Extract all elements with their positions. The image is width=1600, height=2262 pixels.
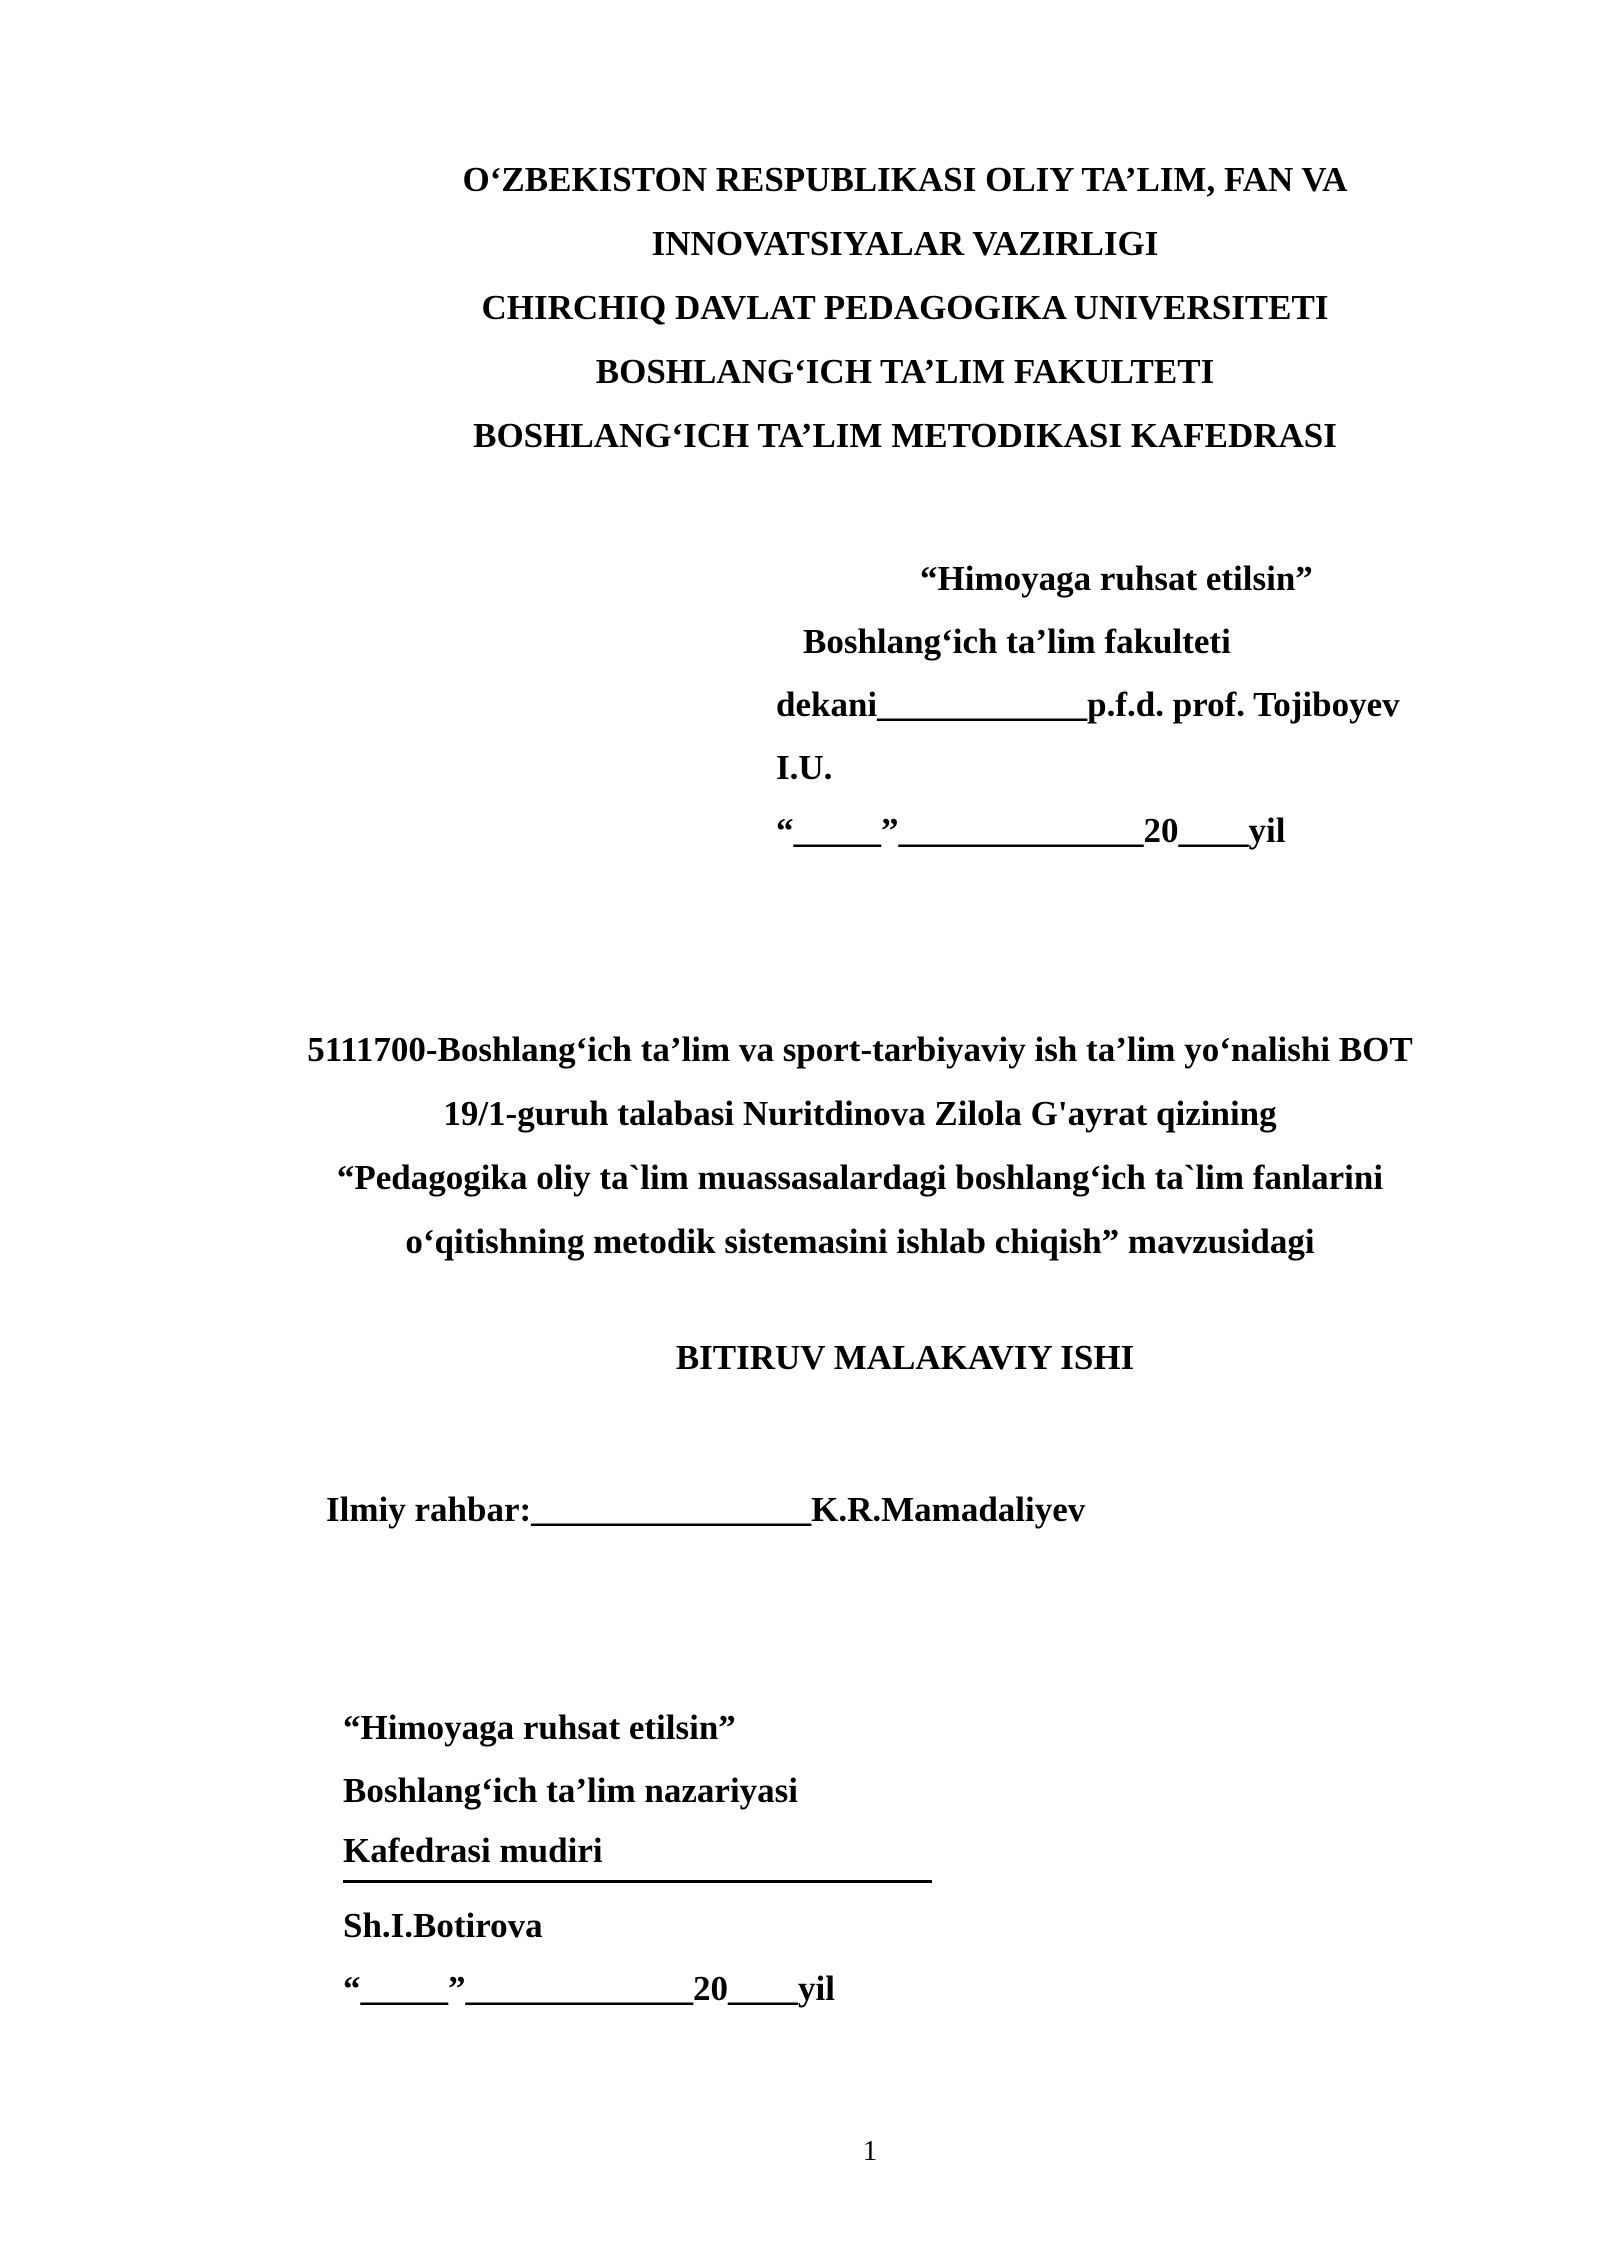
header-line-ministry-1: O‘ZBEKISTON RESPUBLIKASI OLIY TA’LIM, FAN VA <box>462 160 1348 199</box>
approval-bottom-department: Boshlang‘ich ta’lim nazariyasi <box>343 1771 799 1810</box>
supervisor-signature-blank: ________________ <box>531 1490 812 1529</box>
header-line-department: BOSHLANG‘ICH TA’LIM METODIKASI KAFEDRASI <box>473 416 1337 455</box>
page-number: 1 <box>862 2135 878 2167</box>
dean-signature-line <box>776 673 1400 737</box>
approval-title: “Himoyaga ruhsat etilsin” <box>920 559 1313 598</box>
topic-line-4: o‘qitishning metodik sistemasini ishlab chiqish” mavzusidagi <box>405 1222 1315 1261</box>
work-title: BITIRUV MALAKAVIY ISHI <box>675 1338 1135 1377</box>
dean-initials: I.U. <box>776 748 833 787</box>
dean-label: dekani <box>776 685 878 724</box>
topic-line-3: “Pedagogika oliy ta`lim muassasalardagi boshlang‘ich ta`lim fanlarini <box>336 1158 1384 1197</box>
institution-header <box>0 148 1600 468</box>
approval-date-top: “_____”______________20____yil <box>776 811 1286 850</box>
supervisor-name: K.R.Mamadaliyev <box>811 1490 1086 1529</box>
dean-name: p.f.d. prof. Tojiboyev <box>1087 685 1400 724</box>
supervisor-label: Ilmiy rahbar: <box>326 1490 532 1529</box>
head-name: Sh.I.Botirova <box>343 1906 543 1945</box>
approval-faculty: Boshlang‘ich ta’lim fakulteti <box>803 622 1231 661</box>
approval-bottom-title: “Himoyaga ruhsat etilsin” <box>343 1708 736 1747</box>
head-label: Kafedrasi mudiri <box>343 1831 603 1870</box>
dean-signature-blank: ____________ <box>877 685 1088 724</box>
topic-line-2: 19/1-guruh talabasi Nuritdinova Zilola G'ayrat qizining <box>443 1094 1277 1133</box>
header-line-ministry-2: INNOVATSIYALAR VAZIRLIGI <box>651 224 1159 263</box>
supervisor-line <box>326 1478 1085 1542</box>
header-line-university: CHIRCHIQ DAVLAT PEDAGOGIKA UNIVERSITETI <box>481 288 1329 327</box>
topic-line-1: 5111700-Boshlang‘ich ta’lim va sport-tarbiyaviy ish ta’lim yo‘nalishi BOT <box>307 1030 1413 1069</box>
header-line-faculty: BOSHLANG‘ICH TA’LIM FAKULTETI <box>595 352 1215 391</box>
head-signature-line <box>343 1822 932 1883</box>
thesis-topic <box>260 1018 1460 1274</box>
approval-date-bottom: “_____”_____________20____yil <box>343 1969 835 2008</box>
